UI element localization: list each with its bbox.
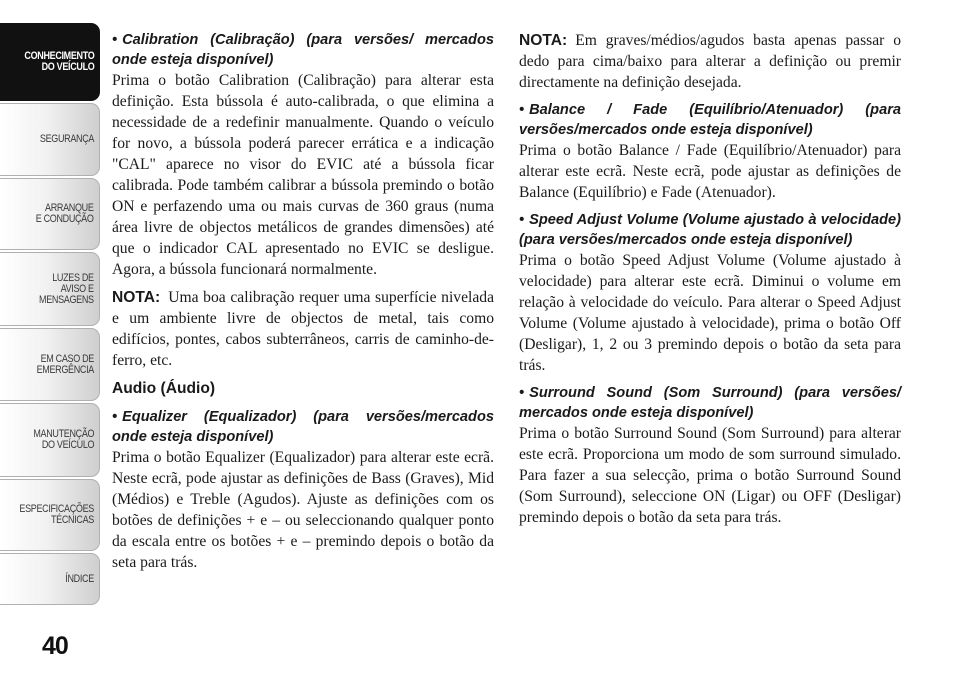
speed-adjust-volume-heading: • Speed Adjust Volume (Volume ajustado à velocidade) (para versões/mercados onde esteja disponível) — [519, 212, 901, 248]
tab-seguranca[interactable]: SEGURANÇA — [0, 103, 100, 176]
balance-fade-heading: • Balance / Fade (Equilíbrio/Atenuador) (para versões/mercados onde esteja disponível) — [519, 102, 901, 138]
tab-conhecimento-do-veiculo[interactable]: CONHECIMENTO DO VEÍCULO — [0, 23, 100, 101]
note-label: NOTA: — [519, 32, 568, 49]
audio-section-heading: Audio (Áudio) — [112, 380, 216, 397]
tab-arranque-e-conducao[interactable]: ARRANQUE E CONDUÇÃO — [0, 178, 100, 250]
surround-sound-heading: • Surround Sound (Som Surround) (para versões/ mercados onde esteja disponível) — [519, 385, 901, 421]
bullet: • — [112, 409, 118, 425]
surround-sound-body: Prima o botão Surround Sound (Som Surround) para alterar este ecrã. Proporciona um modo de som surround simulado. Para fazer a sua selecção, prima o botão Surround Sound (Som Surround), seleccione ON (Ligar) ou OFF (Desligar) premindo depois o botão da seta para trás. — [519, 425, 901, 526]
bullet: • — [519, 102, 525, 118]
speed-adjust-volume-body: Prima o botão Speed Adjust Volume (Volume ajustado à velocidade) para alterar este ecrã. Diminui o volume em relação à velocidade do veículo. Para alterar o Speed Adjust Volume (Volume ajustado à velocidade), prima o botão Off (Desligar), 1, 2 ou 3 premindo depois o botão da seta para trás. — [519, 252, 901, 374]
chapter-sidebar — [0, 0, 102, 678]
bullet: • — [519, 385, 525, 401]
balance-fade-body: Prima o botão Balance / Fade (Equilíbrio/Atenuador) para alterar este ecrã. Neste ecrã, pode ajustar as definições de Balance (Equilíbrio) e Fade (Atenuador). — [519, 142, 901, 201]
tab-em-caso-de-emergencia[interactable]: EM CASO DE EMERGÊNCIA — [0, 328, 100, 401]
tab-manutencao-do-veiculo[interactable]: MANUTENÇÃO DO VEÍCULO — [0, 403, 100, 477]
right-column — [519, 30, 901, 528]
bullet: • — [519, 212, 525, 228]
tab-indice[interactable]: ÍNDICE — [0, 553, 100, 605]
left-column — [112, 30, 494, 573]
calibration-heading: • Calibration (Calibração) (para versões/ mercados onde esteja disponível) — [112, 32, 494, 68]
tab-luzes-de-aviso[interactable]: LUZES DE AVISO E MENSAGENS — [0, 252, 100, 326]
equalizer-heading: • Equalizer (Equalizador) (para versões/mercados onde esteja disponível) — [112, 409, 494, 445]
tab-especificacoes-tecnicas[interactable]: ESPECIFICAÇÕES TÉCNICAS — [0, 479, 100, 551]
bullet: • — [112, 32, 118, 48]
note-label: NOTA: — [112, 289, 161, 306]
equalizer-body: Prima o botão Equalizer (Equalizador) para alterar este ecrã. Neste ecrã, pode ajustar as definições de Bass (Graves), Mid (Médios) e Treble (Agudos). Ajuste as definições com os botões de definições + e – ou seleccionando qualquer ponto da escala entre os botões + e – premindo depois o botão da seta para trás. — [112, 449, 494, 571]
note-paragraph: NOTA: Uma boa calibração requer uma superfície nivelada e um ambiente livre de objectos de metal, tais como edifícios, pontes, cabos subterrâneos, carris de caminho-de-ferro, etc. — [112, 289, 494, 369]
calibration-body: Prima o botão Calibration (Calibração) para alterar esta definição. Esta bússola é auto-calibrada, o que elimina a necessidade de a redefinir manualmente. Quando o veículo for novo, a bússola poderá parecer errática e a indicação "CAL" aparece no visor do EVIC até a bússola ficar calibrada. Pode também calibrar a bússola premindo o botão ON e perfazendo uma ou mais curvas de 360 graus (numa área livre de objectos metálicos de grandes dimensões) até que o indicador CAL apresentado no EVIC se desligue. Agora, a bússola funcionará normalmente. — [112, 72, 494, 278]
note-paragraph: NOTA: Em graves/médios/agudos basta apenas passar o dedo para cima/baixo para alterar a definição ou premir directamente na definição desejada. — [519, 32, 901, 91]
page-number: 40 — [42, 632, 68, 660]
